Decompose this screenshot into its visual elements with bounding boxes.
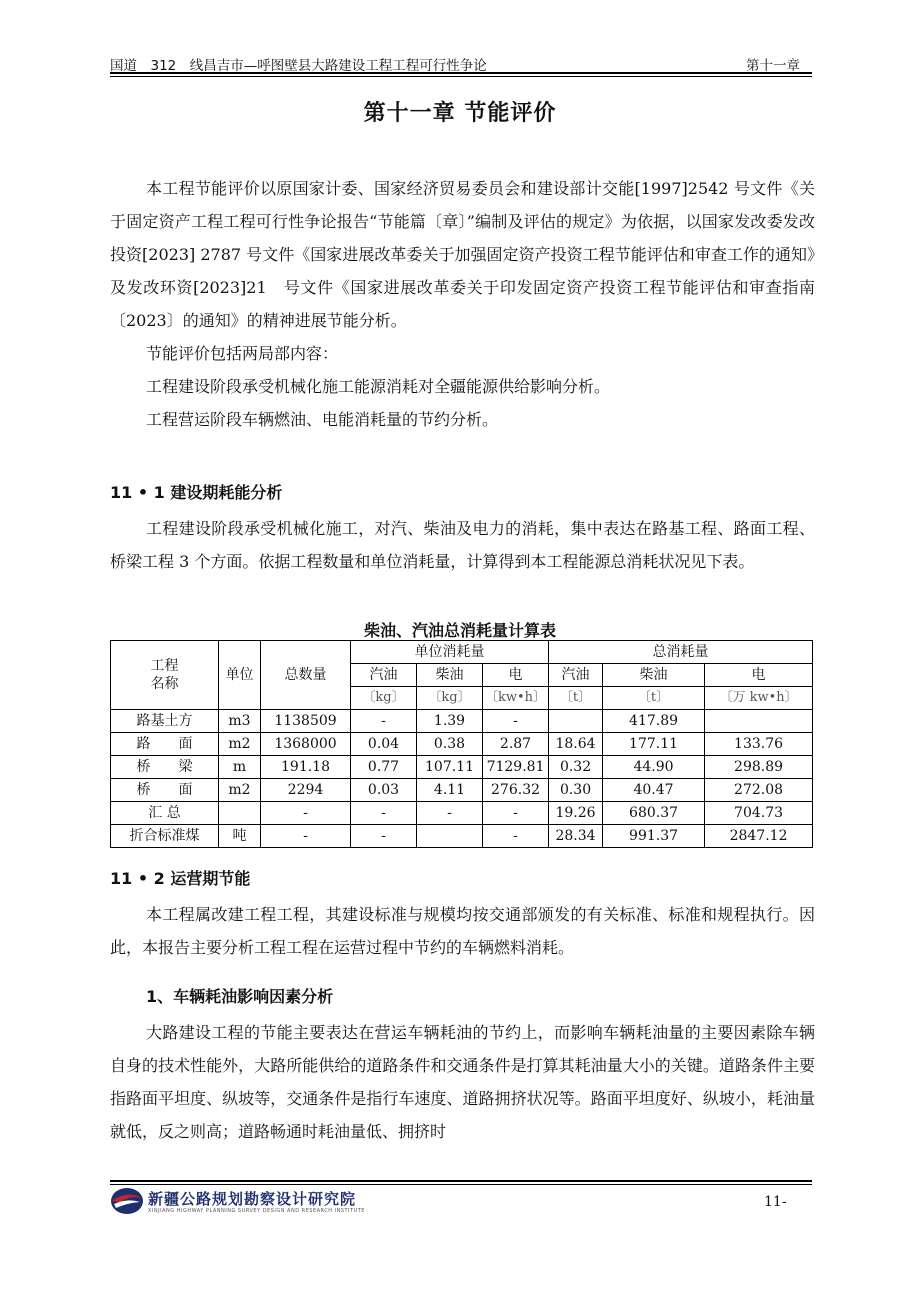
intro-paragraph: 节能评价包括两局部内容：	[146, 344, 339, 363]
cell: 0.38	[417, 733, 483, 756]
th-unit-kg: 〔kg〕	[417, 687, 483, 710]
cell	[417, 825, 483, 848]
cell: 4.11	[417, 779, 483, 802]
section2-paragraph: 本工程属改建工程工程，其建设标准与规模均按交通部颁发的有关标准、标准和规程执行。因此，本报告主要分析工程工程在运营过程中节约的车辆燃料消耗。	[110, 905, 815, 957]
cell: m2	[219, 733, 261, 756]
cell: 133.76	[705, 733, 813, 756]
cell: m3	[219, 710, 261, 733]
table-caption: 柴油、汽油总消耗量计算表	[363, 621, 556, 640]
cell: 191.18	[261, 756, 351, 779]
th-elec: 电	[483, 664, 549, 687]
cell: 路基土方	[111, 710, 219, 733]
cell: 1138509	[261, 710, 351, 733]
table-row	[111, 756, 813, 779]
cell: 44.90	[603, 756, 705, 779]
cell: 276.32	[483, 779, 549, 802]
th-unit-wkwh: 〔万 kw•h〕	[705, 687, 813, 710]
th-gas: 汽油	[351, 664, 417, 687]
th-unit: 单位	[219, 641, 261, 710]
cell: 107.11	[417, 756, 483, 779]
section3-block	[110, 1016, 815, 1148]
th-unit-consumption: 单位消耗量	[351, 641, 549, 664]
cell: 0.32	[549, 756, 603, 779]
cell: 272.08	[705, 779, 813, 802]
energy-table	[110, 640, 813, 848]
section3-paragraph: 大路建设工程的节能主要表达在营运车辆耗油的节约上，而影响车辆耗油量的主要因素除车辆自身的技术性能外，大路所能供给的道路条件和交通条件是打算其耗油量大小的关键。道路条件主要指路面平坦度、纵坡等，交通条件是指行车速度、道路拥挤状况等。路面平坦度好、纵坡小，耗油量就低，反之则高；道路畅通时耗油量低、拥挤时	[110, 1023, 815, 1141]
chapter-title: 第十一章 节能评价	[363, 101, 557, 126]
cell: 0.03	[351, 779, 417, 802]
intro-paragraph: 工程建设阶段承受机械化施工能源消耗对全疆能源供给影响分析。	[146, 377, 611, 396]
cell: 汇 总	[111, 802, 219, 825]
cell: 吨	[219, 825, 261, 848]
cell: 桥 面	[111, 779, 219, 802]
cell: -	[351, 710, 417, 733]
footer-rule-thin	[110, 1184, 812, 1185]
cell: m	[219, 756, 261, 779]
th-unit-kg: 〔kg〕	[351, 687, 417, 710]
cell: 1.39	[417, 710, 483, 733]
th-diesel-total: 柴油	[603, 664, 705, 687]
institute-name-en: XINJIANG HIGHWAY PLANNING SURVEY DESIGN AND RESEARCH INSTITUTE	[148, 1208, 365, 1214]
th-diesel: 柴油	[417, 664, 483, 687]
table-row	[111, 710, 813, 733]
cell: -	[483, 802, 549, 825]
cell: 680.37	[603, 802, 705, 825]
cell: 路 面	[111, 733, 219, 756]
table-row-coal	[111, 825, 813, 848]
cell	[705, 710, 813, 733]
cell	[219, 802, 261, 825]
cell: 991.37	[603, 825, 705, 848]
cell: -	[261, 802, 351, 825]
intro-paragraph: 本工程节能评价以原国家计委、国家经济贸易委员会和建设部计交能[1997]2542 号文件《关于固定资产工程工程可行性争论报告“节能篇〔章〕”编制及评估的规定》为依据，以国家发改委发改投资[2023] 2787 号文件《国家进展改革委关于加强固定资产投资工程节能评估和审查工作的通知》及发改环资[2023]21 号文件《国家进展改革委关于印发固定资产投资工程节能评估和审查指南〔2023〕的通知》的精神进展节能分析。	[110, 179, 815, 330]
cell: -	[417, 802, 483, 825]
th-gas-total: 汽油	[549, 664, 603, 687]
table-row	[111, 779, 813, 802]
cell: -	[483, 710, 549, 733]
cell: -	[483, 825, 549, 848]
page-header	[110, 52, 812, 74]
header-rule	[110, 72, 812, 74]
th-total-consumption: 总消耗量	[549, 641, 813, 664]
cell: -	[351, 825, 417, 848]
institute-name: 新疆公路规划勘察设计研究院	[148, 1190, 357, 1208]
cell: 0.30	[549, 779, 603, 802]
logo-emblem-icon	[110, 1186, 144, 1216]
cell: 7129.81	[483, 756, 549, 779]
subsection-heading: 1、车辆耗油影响因素分析	[146, 987, 334, 1006]
cell: 1368000	[261, 733, 351, 756]
th-elec-total: 电	[705, 664, 813, 687]
th-item: 工程 名称	[111, 641, 219, 710]
header-rule-thin	[110, 76, 812, 77]
th-unit-t: 〔t〕	[603, 687, 705, 710]
header-chapter: 第十一章	[746, 58, 800, 74]
cell: 折合标准煤	[111, 825, 219, 848]
th-unit-kwh: 〔kw•h〕	[483, 687, 549, 710]
cell: 2.87	[483, 733, 549, 756]
th-unit-t: 〔t〕	[549, 687, 603, 710]
footer-rule	[110, 1180, 812, 1182]
section1-paragraph: 工程建设阶段承受机械化施工，对汽、柴油及电力的消耗，集中表达在路基工程、路面工程、桥梁工程 3 个方面。依据工程数量和单位消耗量，计算得到本工程能源总消耗状况见下表。	[110, 519, 815, 571]
section2-block	[110, 898, 815, 964]
cell: m2	[219, 779, 261, 802]
header-doc-title: 国道 312 线昌吉市—呼图壁县大路建设工程工程可行性争论	[110, 58, 487, 74]
cell: 298.89	[705, 756, 813, 779]
cell: 0.77	[351, 756, 417, 779]
section1-block	[110, 512, 815, 578]
cell: 0.04	[351, 733, 417, 756]
cell: 28.34	[549, 825, 603, 848]
intro-block	[110, 172, 815, 436]
cell: -	[261, 825, 351, 848]
section-heading-11-2: 11 • 2 运营期节能	[110, 869, 251, 888]
cell: 177.11	[603, 733, 705, 756]
intro-paragraph: 工程营运阶段车辆燃油、电能消耗量的节约分析。	[146, 410, 499, 429]
cell: 桥 梁	[111, 756, 219, 779]
cell: 704.73	[705, 802, 813, 825]
cell: -	[351, 802, 417, 825]
cell: 2847.12	[705, 825, 813, 848]
institute-logo	[110, 1186, 400, 1218]
th-qty: 总数量	[261, 641, 351, 710]
table-row	[111, 733, 813, 756]
section-heading-11-1: 11 • 1 建设期耗能分析	[110, 483, 283, 502]
page-number: 11-	[764, 1194, 787, 1210]
cell	[549, 710, 603, 733]
cell: 40.47	[603, 779, 705, 802]
table-row-total	[111, 802, 813, 825]
cell: 417.89	[603, 710, 705, 733]
cell: 19.26	[549, 802, 603, 825]
cell: 18.64	[549, 733, 603, 756]
cell: 2294	[261, 779, 351, 802]
